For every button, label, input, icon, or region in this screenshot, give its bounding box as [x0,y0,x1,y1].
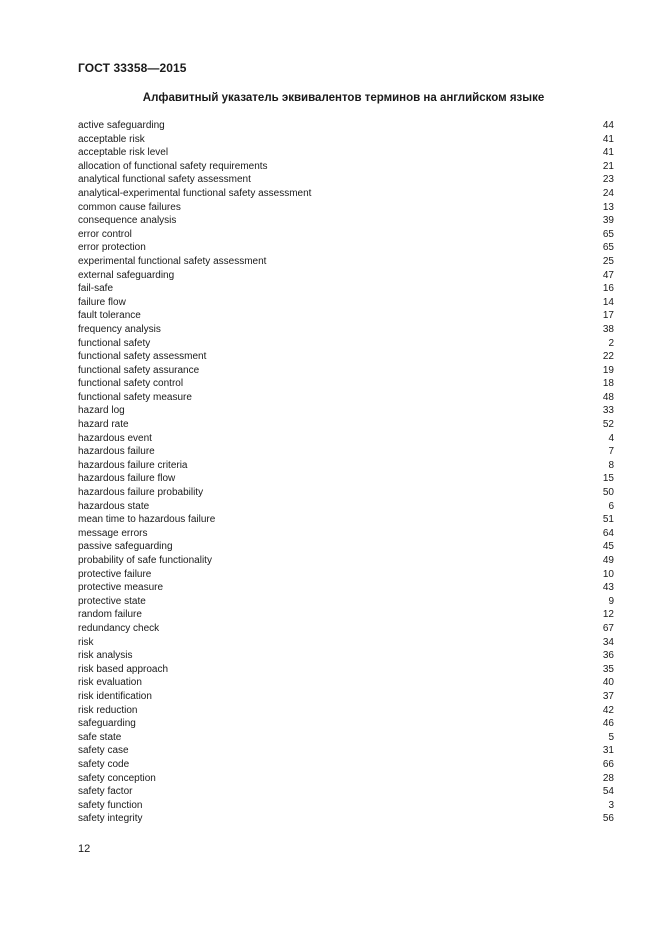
index-entry [78,146,614,160]
index-term: protective measure [78,582,164,594]
index-page-ref: 39 [602,215,614,227]
index-term: fault tolerance [78,310,141,322]
index-entry [78,377,614,391]
index-term: external safeguarding [78,269,175,281]
index-term: allocation of functional safety requirements [78,160,268,172]
index-term: hazardous failure [78,446,155,458]
index-page-ref: 35 [602,663,614,675]
index-page-ref: 50 [602,487,614,499]
index-entry [78,690,614,704]
index-term: protective state [78,595,146,607]
index-term: common cause failures [78,201,181,213]
index-entry [78,119,614,133]
index-term: safety function [78,799,143,811]
index-entry [78,527,614,541]
index-entry [78,445,614,459]
index-page-ref: 31 [602,745,614,757]
index-page-ref: 2 [608,337,614,349]
index-term: risk based approach [78,663,169,675]
index-term: risk [78,636,94,648]
index-entry [78,173,614,187]
index-page-ref: 22 [602,351,614,363]
index-entry [78,241,614,255]
index-page-ref: 65 [602,242,614,254]
index-page-ref: 43 [602,582,614,594]
index-term: hazardous failure flow [78,473,176,485]
index-entry [78,581,614,595]
index-page-ref: 25 [602,255,614,267]
index-term: hazard log [78,405,125,417]
index-page-ref: 51 [602,514,614,526]
index-page-ref: 13 [602,201,614,213]
index-entry [78,731,614,745]
index-term: functional safety [78,337,151,349]
index-entry [78,636,614,650]
index-entry [78,323,614,337]
index-page-ref: 5 [608,731,614,743]
index-term: safety conception [78,772,156,784]
index-term: functional safety assessment [78,351,207,363]
index-term: functional safety measure [78,391,192,403]
index-page-ref: 65 [602,228,614,240]
index-page-ref: 34 [602,636,614,648]
index-entry [78,214,614,228]
index-entry [78,513,614,527]
index-page-ref: 8 [608,459,614,471]
index-entry [78,391,614,405]
index-term: analytical functional safety assessment [78,174,251,186]
index-term: risk evaluation [78,677,142,689]
index-page-ref: 24 [602,187,614,199]
index-entry [78,282,614,296]
index-page-ref: 16 [602,283,614,295]
index-term: safety code [78,758,130,770]
index-term: acceptable risk level [78,147,169,159]
index-term: hazard rate [78,419,129,431]
index-page-ref: 19 [602,364,614,376]
index-page-ref: 15 [602,473,614,485]
index-entry [78,228,614,242]
index-page-ref: 7 [608,446,614,458]
index-term: error control [78,228,132,240]
index-page-ref: 41 [602,147,614,159]
index-term: acceptable risk [78,133,145,145]
index-entry [78,309,614,323]
index-entry [78,500,614,514]
index-term: failure flow [78,296,126,308]
index-term: fail-safe [78,283,114,295]
index-entry [78,758,614,772]
index-entry [78,337,614,351]
index-term: mean time to hazardous failure [78,514,216,526]
index-entry [78,608,614,622]
index-page-ref: 66 [602,758,614,770]
index-page-ref: 67 [602,622,614,634]
index-entry [78,201,614,215]
index-page-ref: 52 [602,419,614,431]
index-term: random failure [78,609,142,621]
index-page-ref: 37 [602,690,614,702]
index-term: hazardous failure probability [78,487,204,499]
index-term: risk analysis [78,650,133,662]
index-term: active safeguarding [78,120,165,131]
index-term: consequence analysis [78,215,177,227]
index-page-ref: 48 [602,391,614,403]
page-number: 12 [78,843,91,855]
index-page-ref: 17 [602,310,614,322]
index-entry [78,676,614,690]
index-page-ref: 18 [602,378,614,390]
index-page-ref: 9 [608,595,614,607]
term-index-list [78,119,614,826]
index-page-ref: 6 [608,500,614,512]
index-term: safety integrity [78,813,143,825]
index-term: safeguarding [78,718,136,730]
index-entry [78,432,614,446]
index-title: Алфавитный указатель эквивалентов терминов на английском языке [142,92,545,104]
index-term: protective failure [78,568,152,580]
index-page-ref: 64 [602,527,614,539]
index-entry [78,486,614,500]
index-entry [78,799,614,813]
index-page-ref: 3 [608,799,614,811]
index-entry [78,772,614,786]
index-term: functional safety assurance [78,364,200,376]
index-term: frequency analysis [78,323,161,335]
index-entry [78,595,614,609]
index-entry [78,269,614,283]
index-page-ref: 38 [602,323,614,335]
index-entry [78,663,614,677]
index-page-ref: 33 [602,405,614,417]
index-term: safe state [78,731,122,743]
index-term: hazardous event [78,432,152,444]
index-term: passive safeguarding [78,541,173,553]
index-page-ref: 36 [602,650,614,662]
index-entry [78,296,614,310]
index-page-ref: 4 [608,432,614,444]
index-page-ref: 45 [602,541,614,553]
index-entry [78,785,614,799]
index-term: analytical-experimental functional safety assessment [78,187,312,199]
index-term: error protection [78,242,146,254]
index-page-ref: 21 [602,160,614,172]
index-page-ref: 54 [602,786,614,798]
index-entry [78,133,614,147]
index-page-ref: 42 [602,704,614,716]
index-entry [78,568,614,582]
index-entry [78,812,614,826]
index-entry [78,364,614,378]
index-page-ref: 46 [602,718,614,730]
index-term: hazardous failure criteria [78,459,188,471]
index-entry [78,649,614,663]
index-term: risk reduction [78,704,138,716]
index-entry [78,540,614,554]
index-term: safety factor [78,786,133,798]
index-term: message errors [78,527,148,539]
index-page-ref: 23 [602,174,614,186]
index-term: redundancy check [78,622,160,634]
index-term: functional safety control [78,378,184,390]
index-term: hazardous state [78,500,150,512]
index-entry [78,160,614,174]
index-page-ref: 12 [602,609,614,621]
index-term: risk identification [78,690,152,702]
index-entry [78,472,614,486]
index-entry [78,404,614,418]
index-entry [78,704,614,718]
index-term: safety case [78,745,129,757]
index-page-ref: 56 [602,813,614,825]
index-entry [78,744,614,758]
index-entry [78,554,614,568]
index-page-ref: 44 [602,120,614,131]
index-entry [78,255,614,269]
index-entry [78,622,614,636]
index-entry [78,350,614,364]
index-page-ref: 41 [602,133,614,145]
index-entry [78,418,614,432]
index-page-ref: 10 [602,568,614,580]
index-page-ref: 49 [602,555,614,566]
index-entry [78,187,614,201]
index-entry [78,459,614,473]
index-term: probability of safe functionality [78,555,212,566]
index-page-ref: 40 [602,677,614,689]
index-page-ref: 28 [602,772,614,784]
document-code-header: ГОСТ 33358—2015 [78,61,187,75]
index-entry [78,717,614,731]
index-page-ref: 47 [602,269,614,281]
index-page-ref: 14 [602,296,614,308]
index-term: experimental functional safety assessment [78,255,267,267]
